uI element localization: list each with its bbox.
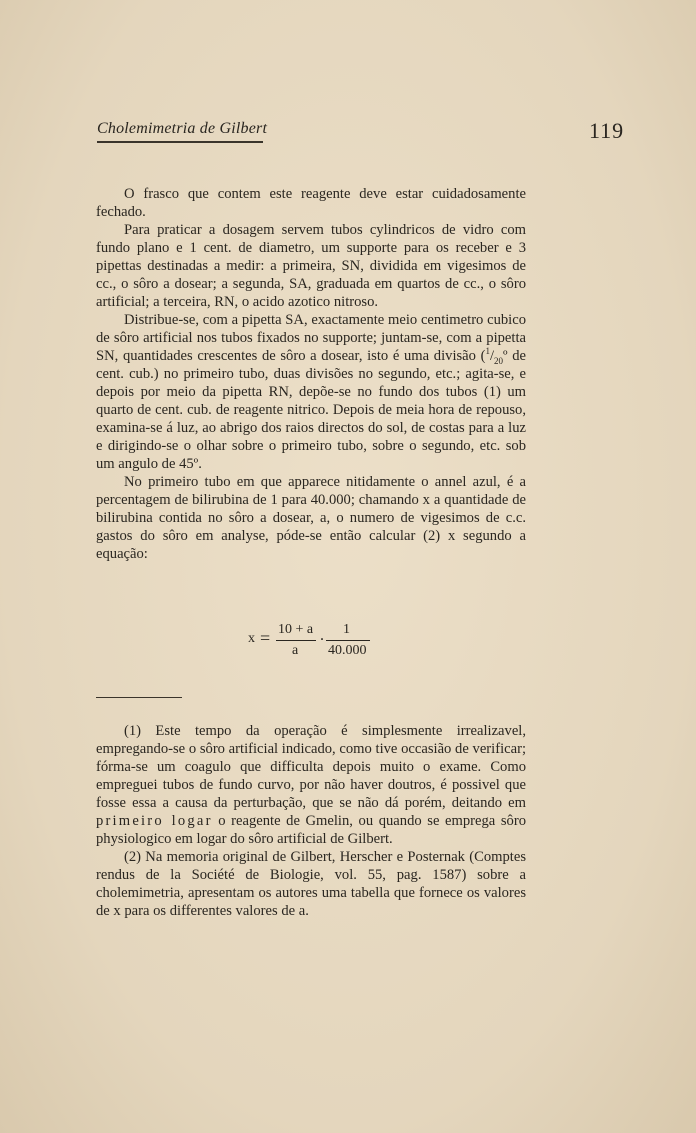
running-title: Cholemimetria de Gilbert (97, 120, 268, 137)
equation-x: x (248, 631, 255, 646)
paragraph-3 (96, 311, 526, 473)
paragraph-2: Para praticar a dosagem servem tubos cylindricos de vidro com fundo plano e 1 cent. de diametro, um supporte para os receber e 3 pipettas destinadas a medir: a primeira, SN, dividida em vigesimos de cc., o sôro a dosear; a segunda, SA, graduada em quartos de cc., o sôro artificial; a terceira, RN, o acido azotico nitroso. (96, 222, 526, 310)
footnotes (96, 722, 526, 920)
equation-numerator-1: 10 + a (278, 622, 314, 637)
paragraph-3-part-b: º de cent. cub.) no primeiro tubo, duas divisões no segundo, etc.; agita-se, e depois por meio da pipetta RN, depõe-se no fundo dos tubos (1) um quarto de cent. cub. de reagente nitrico. Depois de meia hora de repouso, examina-se á luz, ao abrigo dos raios directos do sol, de costas para a luz e dirigindo-se o olhar sobre o primeiro tubo, sobre o segundo, etc. sob um angulo de 45º. (96, 348, 527, 472)
paragraph-4: No primeiro tubo em que apparece nitidamente o annel azul, é a percentagem de bilirubina de 1 para 40.000; chamando x a quantidade de bilirubina contida no sôro a dosear, a, o numero de vigesimos de c.c. gastos do sôro em analyse, póde-se então calcular (2) x segundo a equação: (96, 474, 526, 562)
footnote-1-part-b: o reagente de Gmelin, ou quando se emprega sôro physiologico em logar do sôro artificial de Gilbert. (96, 813, 526, 847)
page-number: 119 (589, 118, 625, 143)
equation-multiply-dot: . (320, 627, 324, 644)
footnote-rule (96, 697, 182, 698)
equation-fraction-bar-2 (326, 640, 370, 641)
fraction-numerator: 1 (485, 346, 490, 357)
footnote-2: (2) Na memoria original de Gilbert, Herscher e Posternak (Comptes rendus de la Société de Biologie, vol. 55, pag. 1587) sobre a cholemimetria, apresentam os autores uma tabella que fornece os valores de x para os differentes valores de a. (96, 849, 526, 919)
footnote-1 (96, 722, 526, 848)
page-header (97, 118, 625, 148)
footnote-1-spaced-text: primeiro logar (96, 813, 213, 829)
footnote-1-part-a: (1) Este tempo da operação é simplesmente irrealizavel, empregando-se o sôro artificial indicado, como tive occasião de verificar; fórma-se um coagulo que difficulta depois muito o exame. Como empreguei tubos de fundo curvo, por não haver doutros, é possivel que fosse essa a causa da perturbação, que se não dá porém, deitando em (96, 723, 526, 811)
equation-denominator-2: 40.000 (328, 643, 367, 658)
equation-fraction-bar-1 (276, 640, 316, 641)
paragraph-3-part-a: Distribue-se, com a pipetta SA, exactamente meio centimetro cubico de sôro artificial nos tubos fixados no supporte; juntam-se, com a pipetta SN, quantidades crescentes de sôro a dosear, isto é uma divisão ( (96, 312, 526, 364)
header-rule (97, 141, 263, 143)
fraction-slash: / (489, 348, 495, 364)
equation-denominator-1: a (292, 643, 299, 658)
equation-equals: = (260, 628, 271, 648)
body-text (96, 185, 526, 563)
equation (248, 622, 448, 662)
paragraph-1: O frasco que contem este reagente deve estar cuidadosamente fechado. (96, 186, 526, 220)
fraction-denominator: 20 (494, 355, 504, 366)
equation-numerator-2: 1 (343, 622, 350, 637)
